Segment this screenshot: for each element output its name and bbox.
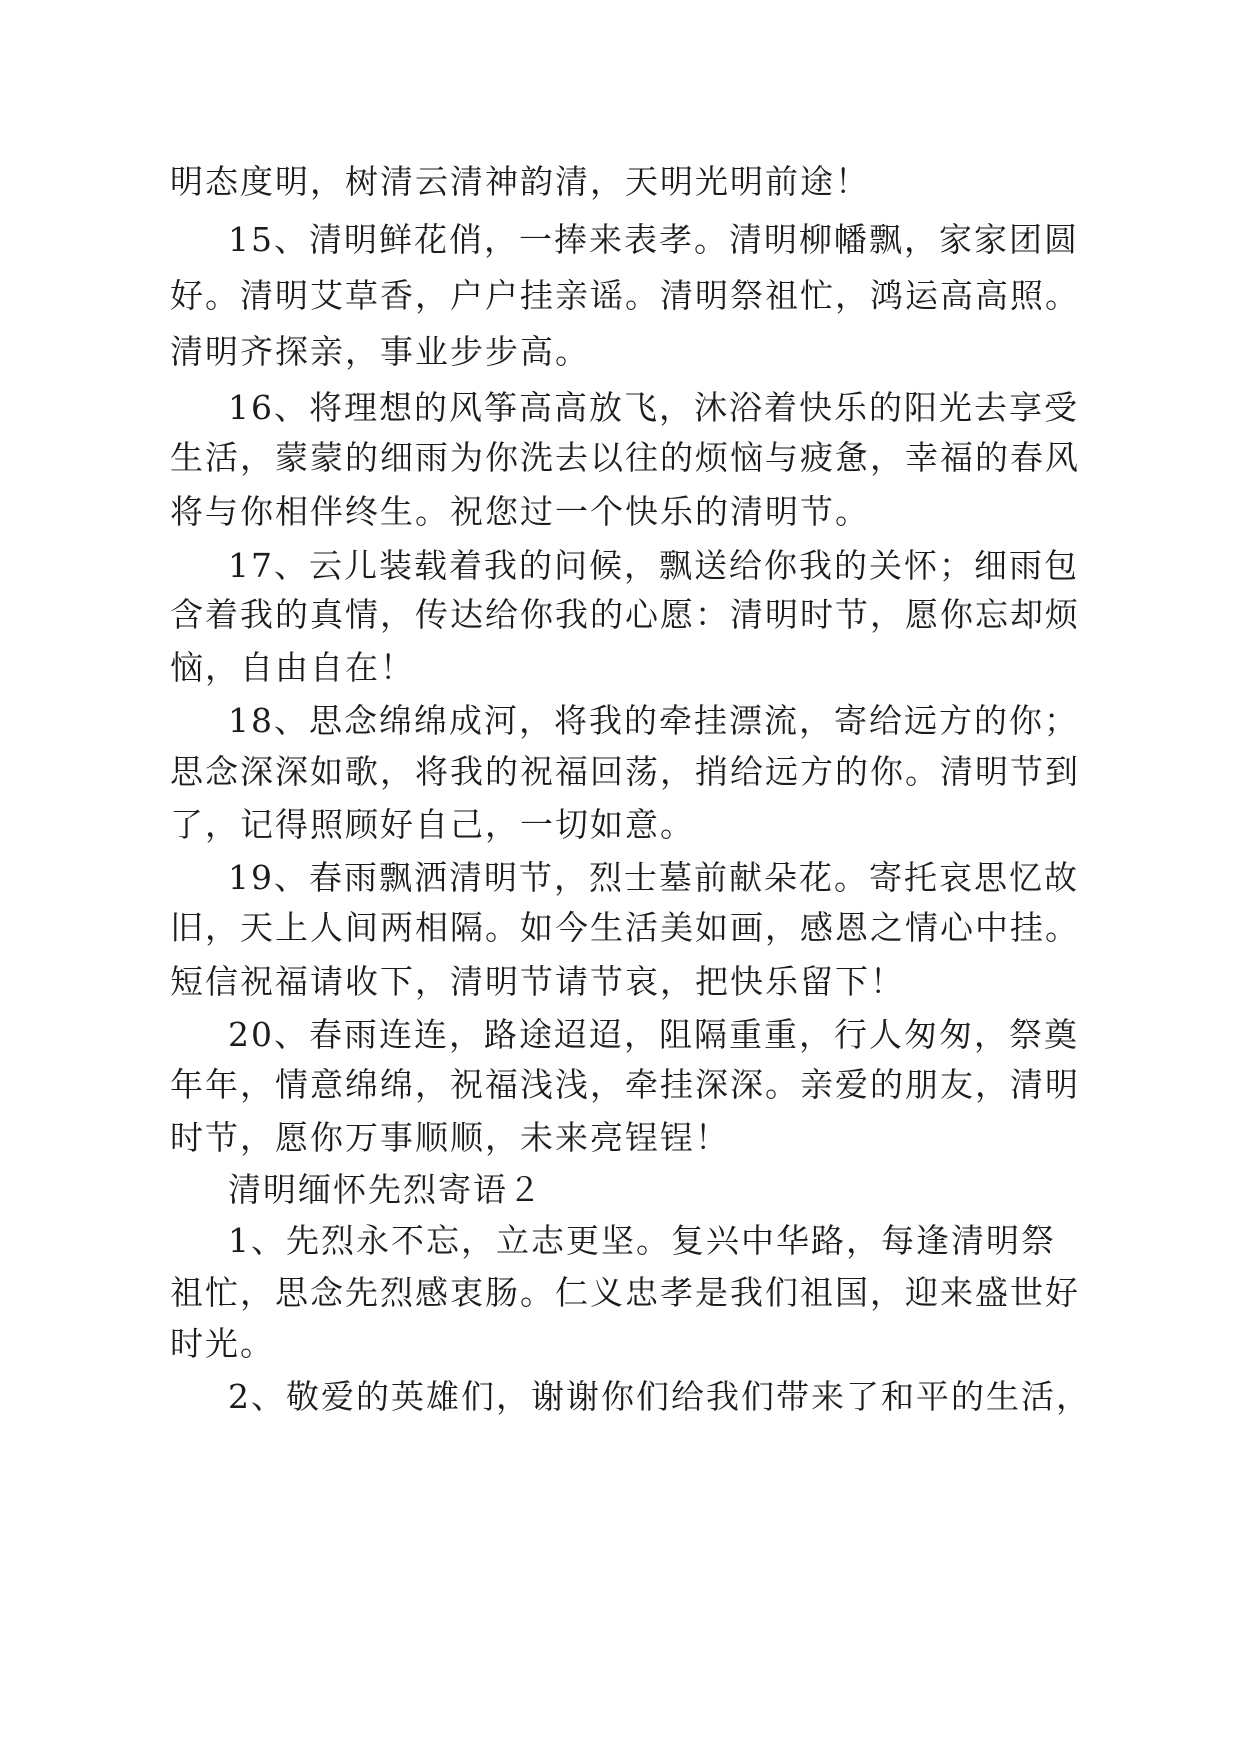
line-text: 短信祝福请收下，清明节请节哀，把快乐留下！ (170, 962, 905, 1001)
text-line (0, 1314, 1241, 1374)
text-line (0, 266, 1241, 326)
line-text: 18、思念绵绵成河，将我的牵挂漂流，寄给远方的你； (228, 701, 1079, 740)
text-line (0, 210, 1241, 270)
text-line (0, 795, 1241, 855)
line-text: 生活，蒙蒙的细雨为你洗去以往的烦恼与疲惫，幸福的春风 (170, 438, 1080, 477)
text-line (0, 638, 1241, 698)
text-line (0, 152, 1241, 212)
line-text: 1、先烈永不忘，立志更坚。复兴中华路，每逢清明祭 (228, 1221, 1056, 1260)
text-line (0, 898, 1241, 958)
text-line (0, 482, 1241, 542)
text-line (0, 585, 1241, 645)
line-text: 时节，愿你万事顺顺，未来亮锃锃！ (170, 1118, 730, 1157)
line-text: 祖忙，思念先烈感衷肠。仁义忠孝是我们祖国，迎来盛世好 (170, 1273, 1080, 1312)
text-line (0, 1108, 1241, 1168)
line-text: 19、春雨飘洒清明节，烈士墓前献朵花。寄托哀思忆故 (228, 858, 1079, 897)
heading-text: 清明缅怀先烈寄语２ (228, 1170, 543, 1209)
line-text: 含着我的真情，传达给你我的心愿：清明时节，愿你忘却烦 (170, 595, 1080, 634)
line-text: 16、将理想的风筝高高放飞，沐浴着快乐的阳光去享受 (228, 388, 1079, 427)
text-line (0, 952, 1241, 1012)
line-text: 好。清明艾草香，户户挂亲谣。清明祭祖忙，鸿运高高照。 (170, 276, 1080, 315)
line-text: 旧，天上人间两相隔。如今生活美如画，感恩之情心中挂。 (170, 908, 1080, 947)
line-text: 15、清明鲜花俏，一捧来表孝。清明柳幡飘，家家团圆 (228, 220, 1079, 259)
text-line (0, 428, 1241, 488)
text-line (0, 322, 1241, 382)
line-text: 2、敬爱的英雄们，谢谢你们给我们带来了和平的生活， (228, 1377, 1091, 1416)
line-text: 明态度明，树清云清神韵清，天明光明前途！ (170, 162, 870, 201)
line-text: 20、春雨连连，路途迢迢，阻隔重重，行人匆匆，祭奠 (228, 1015, 1079, 1054)
text-line (0, 1055, 1241, 1115)
line-text: 思念深深如歌，将我的祝福回荡，捎给远方的你。清明节到 (170, 752, 1080, 791)
text-line (0, 1211, 1241, 1271)
line-text: 17、云儿装载着我的问候，飘送给你我的关怀；细雨包 (228, 546, 1079, 585)
line-text: 将与你相伴终生。祝您过一个快乐的清明节。 (170, 492, 870, 531)
line-text: 恼，自由自在！ (170, 648, 415, 687)
line-text: 年年，情意绵绵，祝福浅浅，牵挂深深。亲爱的朋友，清明 (170, 1065, 1080, 1104)
line-text: 了，记得照顾好自己，一切如意。 (170, 805, 695, 844)
line-text: 时光。 (170, 1324, 275, 1363)
text-line (0, 1367, 1241, 1427)
text-line (0, 742, 1241, 802)
line-text: 清明齐探亲，事业步步高。 (170, 332, 590, 371)
